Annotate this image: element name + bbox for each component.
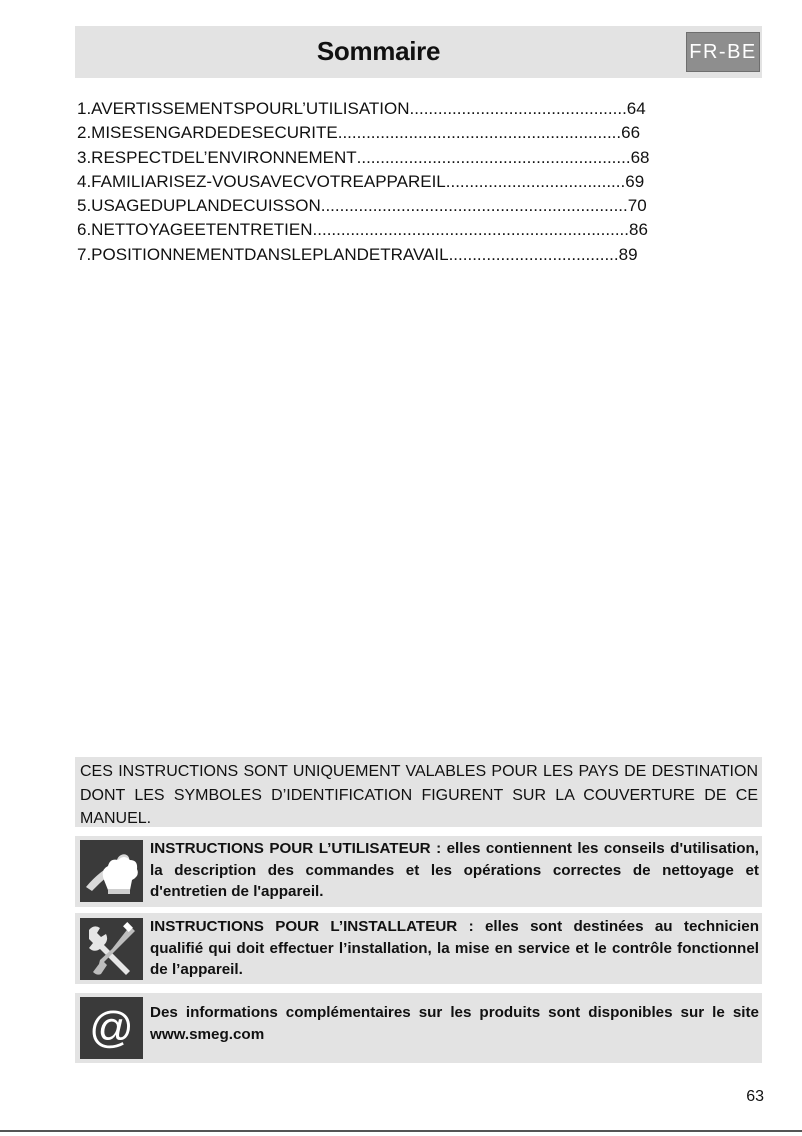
toc-entry[interactable] (77, 218, 650, 242)
web-info-box (75, 993, 762, 1063)
toc-entry[interactable] (77, 243, 650, 267)
installer-instructions-text: INSTRUCTIONS POUR L’INSTALLATEUR : elles sont destinées au technicien qualifié qui doit effectuer l’installation, la mise en service et le contrôle fonctionnel de l’appareil. (150, 918, 759, 978)
tools-icon (80, 918, 143, 980)
toc-entry-label: 2.MISESENGARDEDESECURITE (77, 123, 338, 143)
toc-entry[interactable] (77, 194, 650, 218)
validity-notice: CES INSTRUCTIONS SONT UNIQUEMENT VALABLES POUR LES PAYS DE DESTINATION DONT LES SYMBOLES D’IDENTIFICATION FIGURENT SUR LA COUVERTURE DE CE MANUEL. (75, 757, 762, 827)
installer-instructions-box (75, 913, 762, 984)
user-instructions-box (75, 836, 762, 907)
toc-entry-page: 86 (628, 220, 648, 240)
toc-entry-label: 3.RESPECTDEL’ENVIRONNEMENT (77, 147, 357, 167)
toc-entry-page: 68 (630, 147, 650, 167)
toc-entry[interactable] (77, 146, 650, 170)
toc-entry[interactable] (77, 170, 650, 194)
toc-leader-dots: ................................................................... (312, 220, 629, 240)
title-bar (75, 26, 762, 78)
toc-leader-dots: .................................... (448, 244, 619, 264)
toc-entry-label: 5.USAGEDUPLANDECUISSON (77, 196, 321, 216)
toc-leader-dots: ................................................................. (320, 196, 628, 216)
toc-leader-dots: ...................................... (445, 171, 626, 191)
toc-leader-dots: .......................................................... (356, 147, 631, 167)
toc-entry-page: 89 (618, 244, 638, 264)
toc-entry[interactable] (77, 121, 650, 145)
toc-entry-page: 70 (627, 196, 647, 216)
toc-leader-dots: .............................................. (409, 99, 627, 118)
web-info-text: Des informations complémentaires sur les produits sont disponibles sur le site www.smeg.com (150, 1004, 759, 1043)
page-number: 63 (746, 1088, 764, 1105)
toc-entry-page: 64 (626, 99, 646, 118)
table-of-contents (77, 97, 650, 267)
toc-entry[interactable] (77, 97, 650, 121)
toc-entry-label: 1.AVERTISSEMENTSPOURL’UTILISATION (77, 99, 410, 118)
user-instructions-text: INSTRUCTIONS POUR L’UTILISATEUR : elles contiennent les conseils d'utilisation, la description des commandes et les opérations correctes de nettoyage et d'entretien de l'appareil. (150, 840, 759, 900)
at-sign-icon (80, 997, 143, 1059)
svg-text:@: @ (89, 1003, 134, 1052)
toc-entry-label: 6.NETTOYAGEETENTRETIEN (77, 220, 313, 240)
toc-leader-dots: ............................................................ (337, 123, 622, 143)
bottom-divider (0, 1130, 802, 1132)
toc-entry-page: 69 (625, 171, 645, 191)
language-badge: FR-BE (686, 32, 760, 72)
toc-entry-page: 66 (621, 123, 641, 143)
chef-icon (80, 840, 143, 902)
toc-entry-label: 4.FAMILIARISEZ-VOUSAVECVOTREAPPAREIL (77, 171, 446, 191)
page-title: Sommaire (316, 36, 441, 66)
toc-entry-label: 7.POSITIONNEMENTDANSLEPLANDETRAVAIL (77, 244, 449, 264)
